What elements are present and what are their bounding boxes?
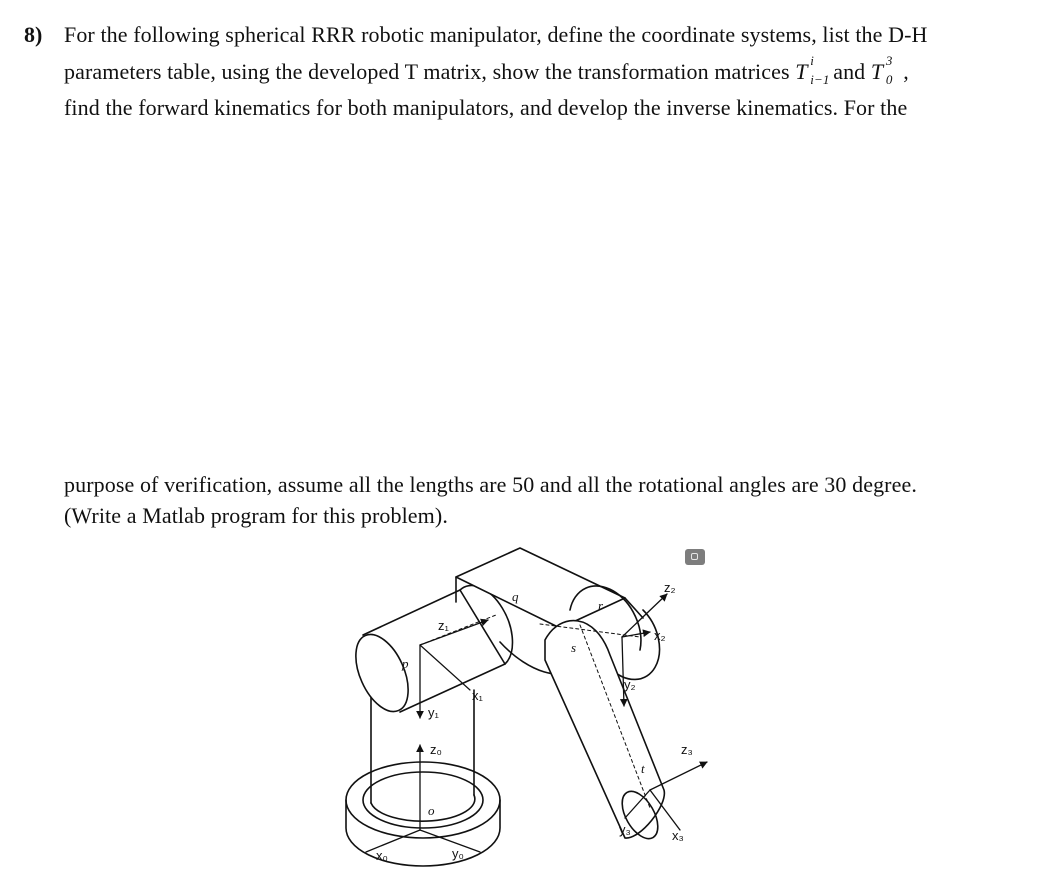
label-y3: y₃ — [619, 822, 631, 837]
label-s: s — [571, 640, 577, 655]
question-text-line-1: For the following spherical RRR robotic manipulator, define the coordinate systems, list the D-H — [64, 22, 928, 47]
label-z3: z₃ — [681, 742, 693, 757]
question-text-line-3: find the forward kinematics for both manipulators, and develop the inverse kinematics. For the — [64, 95, 908, 120]
label-y1: y₁ — [428, 705, 439, 720]
label-y2: y₂ — [624, 677, 636, 692]
label-x3: x₃ — [672, 828, 684, 843]
question-text-line-5: (Write a Matlab program for this problem). — [64, 503, 448, 528]
label-o: o — [428, 803, 435, 818]
label-z1: z₁ — [438, 618, 449, 633]
label-p: p — [402, 656, 409, 671]
matrix-T-0-3: T 3 0 — [870, 53, 893, 87]
line-2-part-c: , — [903, 59, 909, 84]
label-z0: z₀ — [430, 742, 442, 757]
label-x1: x₁ — [472, 688, 483, 703]
line-2-part-b: and — [833, 59, 871, 84]
matrix-T-i-minus-1: T i i−1 — [795, 53, 830, 87]
label-q: q — [512, 589, 519, 604]
robot-forearm — [545, 621, 665, 845]
question-number: 8) — [24, 22, 43, 47]
line-2-part-a: parameters table, using the developed T matrix, show the transformation matrices — [64, 59, 796, 84]
label-y0: y₀ — [452, 846, 464, 861]
label-r: r — [598, 598, 604, 613]
label-z2: z₂ — [664, 580, 676, 595]
label-x0: x₀ — [376, 848, 388, 863]
question-text-line-4: purpose of verification, assume all the lengths are 50 and all the rotational angles are 30 degree. — [64, 472, 917, 497]
label-x2: x₂ — [654, 628, 666, 643]
label-t: t — [641, 761, 645, 776]
